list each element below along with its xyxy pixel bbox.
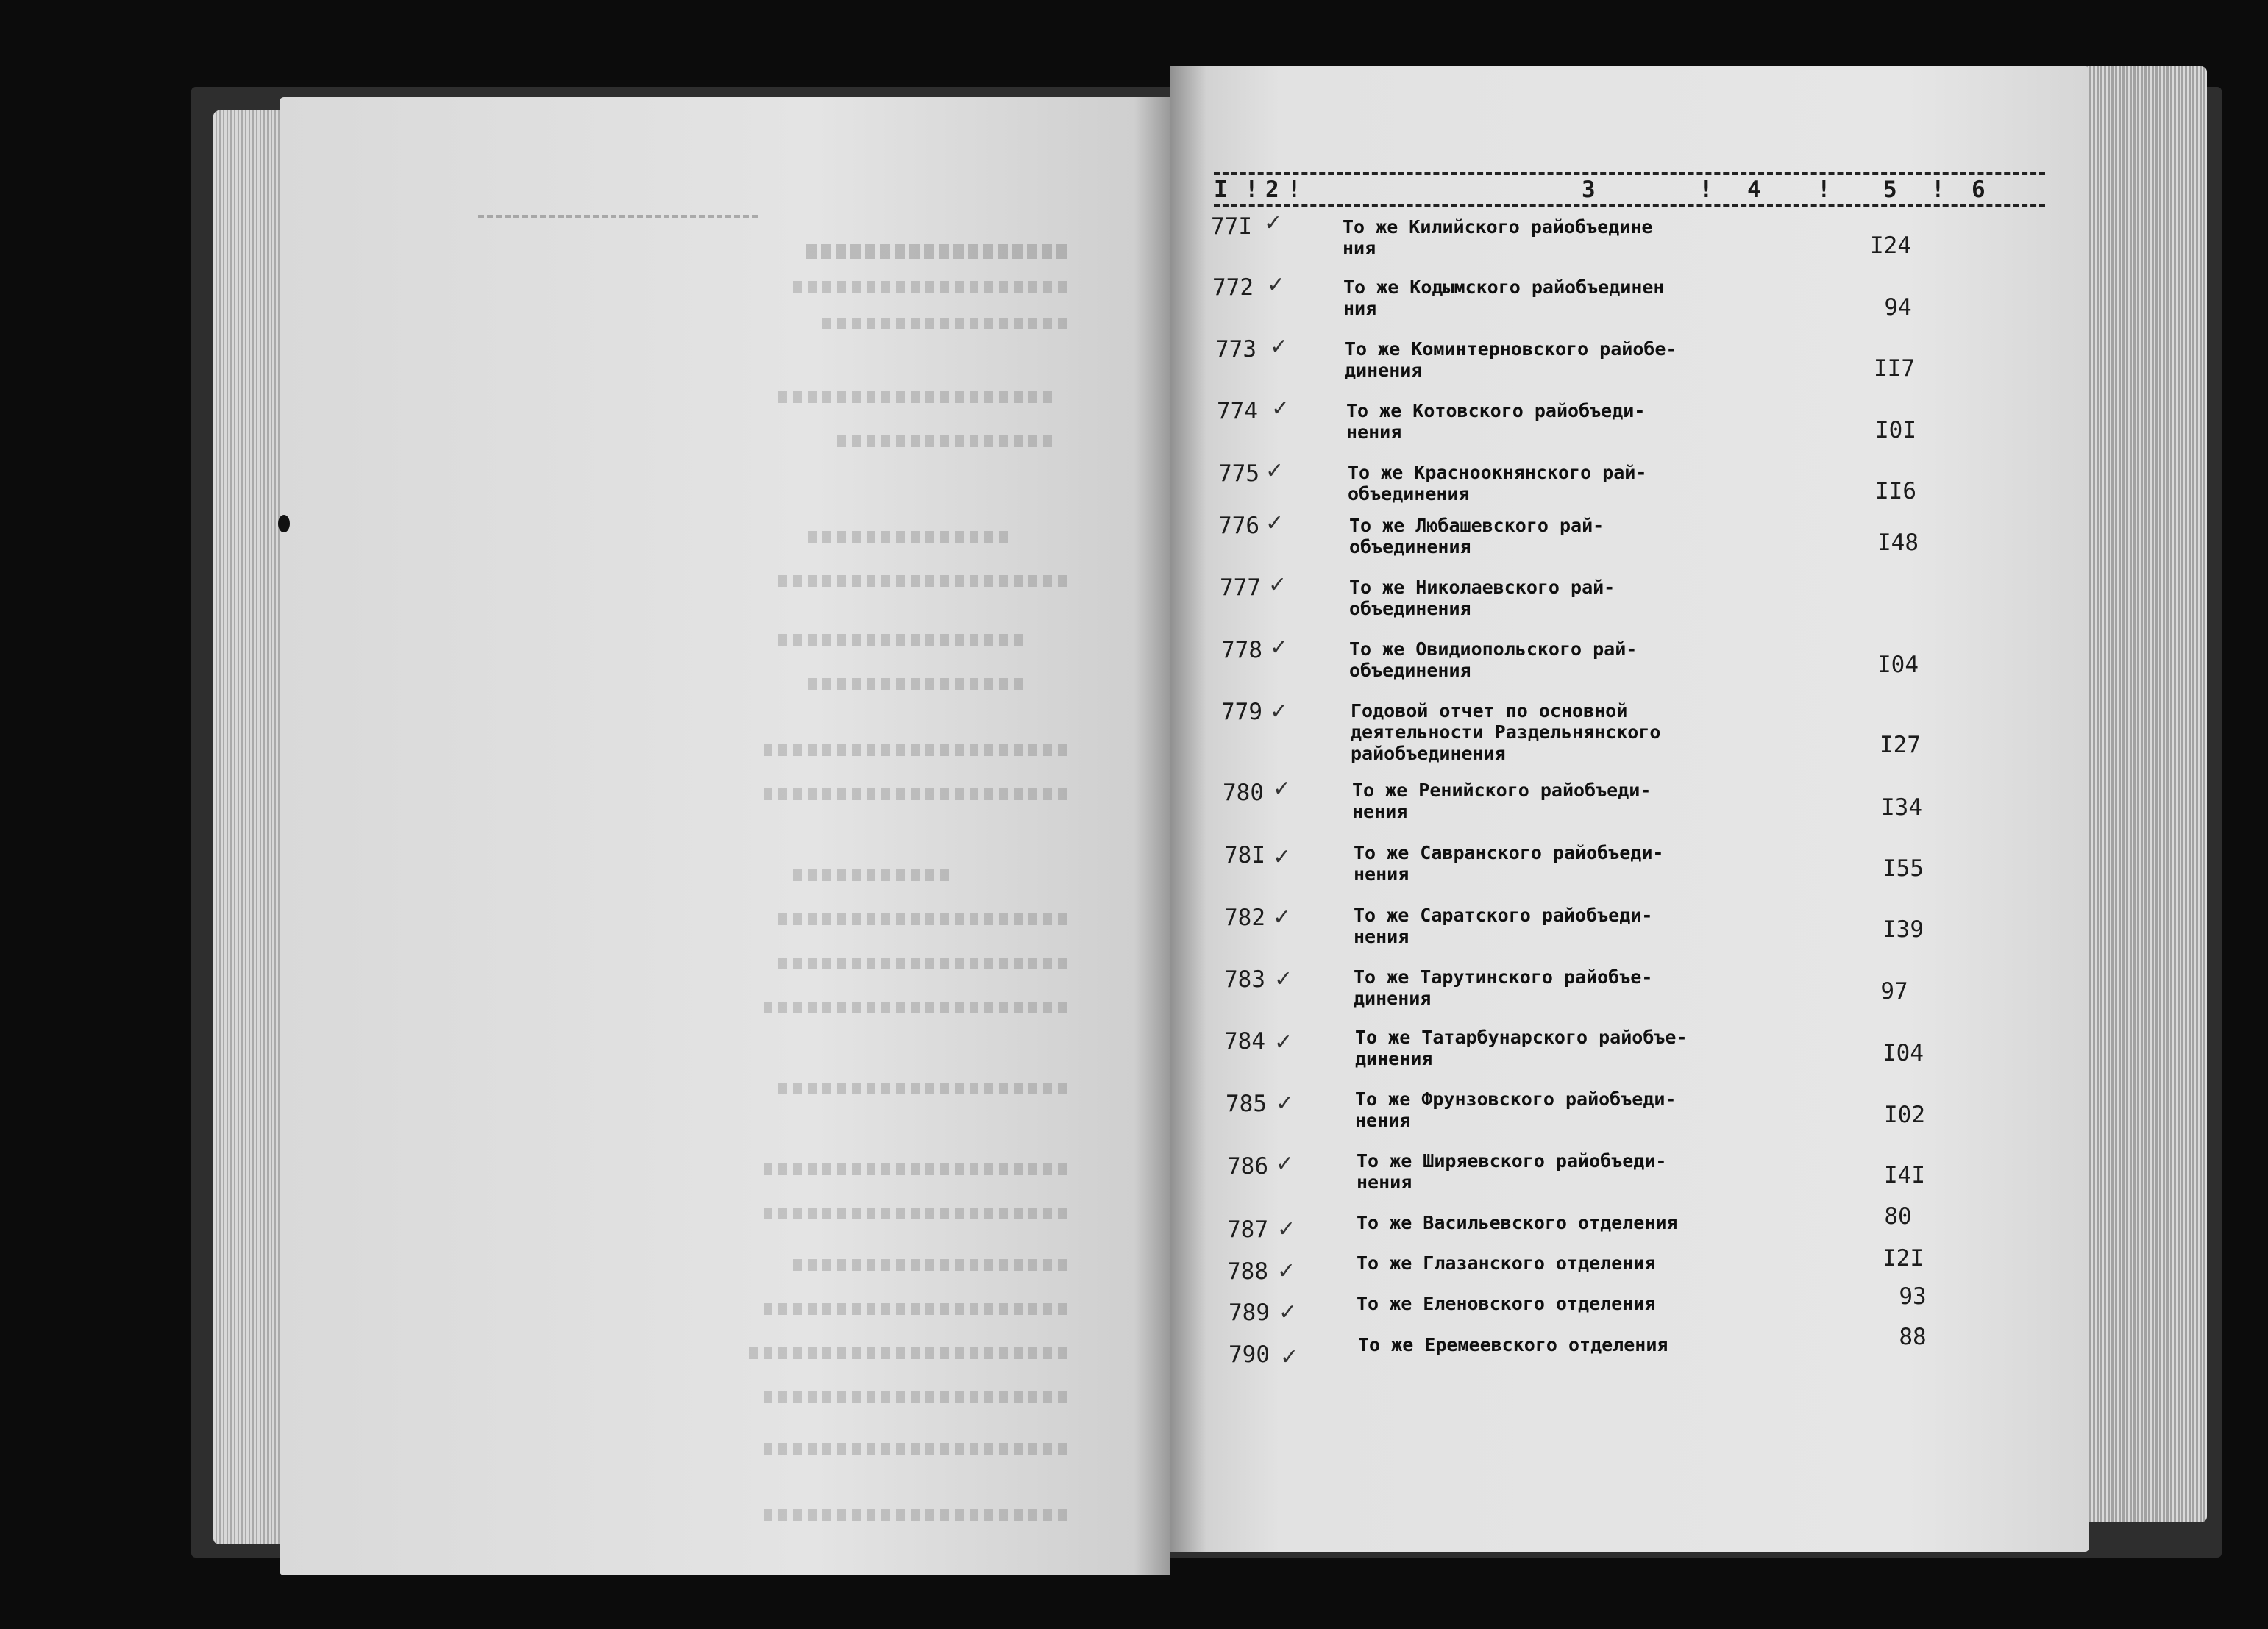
row-description: То же Ренийского райобъеди- нения <box>1352 780 1652 822</box>
checkmark-icon: ✓ <box>1274 966 1293 992</box>
row-number: 784 <box>1224 1028 1265 1055</box>
checkmark-icon: ✓ <box>1276 1091 1295 1116</box>
row-description: Годовой отчет по основной деятельности Раздельнянского райобъединения <box>1351 700 1661 764</box>
checkmark-icon: ✓ <box>1276 1151 1295 1177</box>
checkmark-icon: ✓ <box>1273 905 1292 930</box>
row-value: 94 <box>1884 294 1912 321</box>
row-value: I34 <box>1881 794 1922 821</box>
row-description: То же Савранского райобъеди- нения <box>1354 842 1664 885</box>
row-description: То же Еремеевского отделения <box>1358 1334 1668 1355</box>
row-value: 80 <box>1884 1203 1912 1230</box>
row-number: 776 <box>1218 513 1259 539</box>
row-number: 777 <box>1220 574 1261 601</box>
checkmark-icon: ✓ <box>1279 1300 1298 1325</box>
row-value: 88 <box>1899 1324 1927 1350</box>
row-number: 779 <box>1221 699 1262 725</box>
row-description: То же Глазанского отделения <box>1357 1252 1656 1274</box>
binding-hole <box>278 515 290 532</box>
checkmark-icon: ✓ <box>1265 458 1284 484</box>
header-separator: ! <box>1931 177 1945 203</box>
header-separator: ! <box>1699 177 1713 203</box>
checkmark-icon: ✓ <box>1273 776 1292 802</box>
header-col-5: 5 <box>1883 177 1897 203</box>
row-description: То же Коминтерновского райобе- динения <box>1345 338 1677 381</box>
row-value: 93 <box>1899 1283 1927 1310</box>
row-number: 789 <box>1229 1300 1270 1326</box>
row-number: 780 <box>1223 780 1264 806</box>
row-number: 786 <box>1227 1153 1268 1180</box>
row-description: То же Фрунзовского райобъеди- нения <box>1355 1088 1677 1131</box>
header-bottom-rule <box>1214 204 2045 207</box>
checkmark-icon: ✓ <box>1270 699 1289 724</box>
checkmark-icon: ✓ <box>1264 210 1283 236</box>
row-number: 785 <box>1226 1091 1267 1117</box>
row-description: То же Килийского райобъедине ния <box>1343 216 1653 259</box>
header-separator: ! <box>1287 177 1301 203</box>
header-col-4: 4 <box>1747 177 1761 203</box>
row-value: I39 <box>1883 916 1924 943</box>
row-description: То же Котовского райобъеди- нения <box>1346 400 1646 443</box>
row-number: 790 <box>1229 1341 1270 1368</box>
checkmark-icon: ✓ <box>1273 844 1292 870</box>
table-header <box>1214 168 2045 209</box>
checkmark-icon: ✓ <box>1270 334 1289 360</box>
header-col-2: 2 <box>1265 177 1279 203</box>
row-value: I04 <box>1877 652 1919 678</box>
checkmark-icon: ✓ <box>1267 272 1286 298</box>
row-number: 783 <box>1224 966 1265 993</box>
row-description: То же Тарутинского райобъе- динения <box>1354 966 1653 1009</box>
checkmark-icon: ✓ <box>1270 635 1289 660</box>
row-value: I27 <box>1880 732 1921 758</box>
row-description: То же Любашевского рай- объединения <box>1349 515 1604 557</box>
row-number: 78I <box>1224 842 1265 869</box>
row-number: 782 <box>1224 905 1265 931</box>
row-value: I55 <box>1883 855 1924 882</box>
checkmark-icon: ✓ <box>1277 1258 1296 1284</box>
row-number: 773 <box>1215 336 1256 363</box>
header-top-rule <box>1214 172 2045 175</box>
row-description: То же Васильевского отделения <box>1357 1212 1678 1233</box>
row-number: 775 <box>1218 460 1259 487</box>
row-value: I2I <box>1883 1245 1924 1272</box>
row-number: 77I <box>1211 213 1252 240</box>
row-value: II6 <box>1875 478 1916 505</box>
row-value: 97 <box>1880 978 1908 1005</box>
header-separator: ! <box>1817 177 1831 203</box>
row-value: I4I <box>1884 1162 1925 1188</box>
left-page <box>280 97 1170 1575</box>
row-value: I48 <box>1877 530 1919 556</box>
row-number: 787 <box>1227 1216 1268 1243</box>
checkmark-icon: ✓ <box>1277 1216 1296 1242</box>
row-number: 788 <box>1227 1258 1268 1285</box>
header-col-3: 3 <box>1582 177 1596 203</box>
row-description: То же Николаевского рай- объединения <box>1349 577 1615 619</box>
row-number: 772 <box>1212 274 1254 301</box>
checkmark-icon: ✓ <box>1271 396 1290 421</box>
row-description: То же Татарбунарского райобъе- динения <box>1355 1027 1688 1069</box>
checkmark-icon: ✓ <box>1280 1344 1299 1370</box>
header-col-1: I <box>1214 177 1228 203</box>
row-value: I24 <box>1870 232 1911 259</box>
right-page-edges <box>2082 66 2207 1522</box>
row-description: То же Красноокнянского рай- объединения <box>1348 462 1647 505</box>
row-value: I0I <box>1875 417 1916 443</box>
checkmark-icon: ✓ <box>1265 510 1284 536</box>
row-value: I02 <box>1884 1102 1925 1128</box>
row-number: 778 <box>1221 637 1262 663</box>
row-description: То же Овидиопольского рай- объединения <box>1349 638 1638 681</box>
checkmark-icon: ✓ <box>1274 1030 1293 1055</box>
row-description: То же Еленовского отделения <box>1357 1293 1656 1314</box>
row-number: 774 <box>1217 398 1258 424</box>
row-description: То же Кодымского райобъединен ния <box>1343 277 1665 319</box>
checkmark-icon: ✓ <box>1268 572 1287 598</box>
header-col-6: 6 <box>1972 177 1986 203</box>
row-value: II7 <box>1874 355 1915 382</box>
row-description: То же Саратского райобъеди- нения <box>1354 905 1653 947</box>
row-value: I04 <box>1883 1040 1924 1066</box>
row-description: То же Ширяевского райобъеди- нения <box>1357 1150 1667 1193</box>
header-separator: ! <box>1245 177 1259 203</box>
show-through-text <box>280 97 1170 1575</box>
